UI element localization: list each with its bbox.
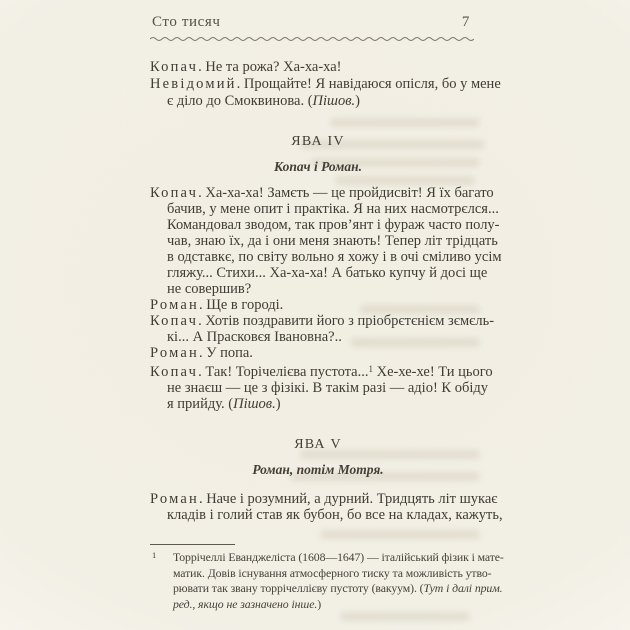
text-segment: є діло до Смоквинова. ( — [167, 93, 313, 109]
text-segment: У попа. — [206, 345, 253, 361]
dialogue-line — [150, 329, 486, 345]
dialogue-line: Копач. Ха-ха-ха! Замєть — це пройдисвіт! Я їх багато — [150, 185, 494, 201]
speaker-name: Копач — [150, 59, 199, 75]
scene-cast-v: Роман, потім Мотря. — [252, 462, 384, 477]
scene-heading-iv: ЯВА IV — [291, 134, 345, 149]
footnote-marker: 1 — [152, 550, 157, 560]
footnote — [150, 550, 504, 612]
dialogue-block — [150, 491, 503, 523]
text-segment: кладів і голий став як бубон, бо все на кладах, кажуть, — [167, 507, 503, 523]
dialogue-line — [150, 281, 486, 297]
speaker-name: Копач — [150, 313, 199, 329]
text-segment: кі... А Прасковєя Івановна?.. — [167, 329, 342, 345]
text-segment: я прийду. ( — [167, 396, 234, 412]
page-header — [150, 0, 486, 31]
speaker-name: Копач — [150, 364, 199, 380]
dialogue-line: Роман. Ще в городі. — [150, 297, 284, 313]
text-segment: Командовал зводом, так пров’янт і фураж часто полу- — [167, 217, 500, 233]
dialogue-line — [173, 565, 492, 582]
text-segment: Торрічеллі Еванджеліста (1608—1647) — італійський фізик і мате- — [173, 550, 504, 564]
dialogue-line: Роман. Наче і розумний, а дурний. Тридцять літ шукає — [150, 491, 498, 507]
dialogue-line — [173, 581, 503, 597]
page-number: 7 — [461, 14, 470, 30]
dialogue-line — [150, 217, 500, 233]
text-segment: не знаєш — це з фізікі. В такім разі — адіо! К обіду — [167, 380, 488, 396]
text-segment: рювати так звану торрічеллієву пустоту (вакуум). ( — [173, 581, 424, 595]
footnote-line — [152, 550, 504, 566]
text-segment: Тут і далі прим. — [423, 581, 503, 595]
text-segment: Прощайте! Я навідаюся опісля, бо у мене — [243, 76, 501, 92]
dialogue-line: Копач. Так! Торічелієва пустота...$^1$ Хе-хе-хе! Ти цього — [150, 364, 493, 380]
dialogue-line — [150, 93, 486, 110]
speaker-name: Невідомий — [150, 76, 237, 92]
text-segment: Пішов. — [312, 93, 356, 109]
text-segment: Наче і розумний, а дурний. Тридцять літ шукає — [206, 491, 498, 507]
dialogue-line — [150, 249, 502, 265]
scene-cast-iv: Копач і Роман. — [274, 159, 362, 174]
footnote-rule — [150, 544, 235, 545]
speaker-name: Роман — [150, 297, 199, 313]
text-segment: матик. Довів існування атмосферного тиску та можливість утво- — [173, 565, 492, 580]
dialogue-line: Невідомий. Прощайте! Я навідаюся опісля, бо у мене — [150, 76, 501, 92]
text-segment: ) — [317, 596, 322, 611]
dialogue-line — [150, 201, 499, 217]
scene-heading-v: ЯВА V — [294, 437, 342, 452]
header-wavy-rule — [150, 34, 474, 42]
text-segment: чав, знаю їх, да і они меня знають! Тепер літ трідцать — [167, 233, 498, 249]
text-segment: Пішов. — [233, 396, 276, 412]
text-segment: Хе-хе-хе! Ти цього — [373, 364, 493, 380]
speaker-name: Роман — [150, 491, 199, 507]
text-segment: Ще в городі. — [206, 297, 284, 313]
text-segment: 1 — [368, 364, 373, 374]
bleedthrough-smudge — [340, 612, 470, 621]
text-segment: ) — [355, 93, 361, 109]
dialogue-line — [173, 597, 486, 613]
text-segment: ред., якщо не зазначено інше. — [173, 596, 318, 611]
speaker-name: Копач — [150, 185, 199, 201]
dialogue-line: Копач. Хотів поздравити його з пріобрєтєнієм зємєль- — [150, 313, 495, 329]
text-segment: гляжу... Стихи... Ха-ха-ха! А батько купчу й досі ще — [167, 265, 488, 281]
text-segment: бачив, у мене опит і практіка. Я на них насмотрєлся... — [167, 201, 499, 217]
dialogue-line — [150, 507, 503, 523]
text-segment: Хотів поздравити його з пріобрєтєнієм зємєль- — [205, 313, 495, 329]
text-segment: ) — [275, 396, 281, 412]
dialogue-line — [150, 380, 486, 396]
text-segment: Не та рожа? Ха-ха-ха! — [205, 59, 342, 75]
text-segment: в одставкє, по світу вольно я хожу і в очі сміливо усім — [167, 249, 502, 265]
text-segment: Так! Торічелієва пустота... — [205, 364, 369, 380]
dialogue-line: Копач. Не та рожа? Ха-ха-ха! — [150, 59, 342, 75]
dialogue-line: Роман. У попа. — [150, 345, 253, 361]
text-segment: не совершив? — [167, 281, 252, 297]
dialogue-line — [150, 265, 486, 281]
dialogue-line — [150, 233, 498, 249]
text-segment: Ха-ха-ха! Замєть — це пройдисвіт! Я їх багато — [205, 185, 494, 201]
dialogue-line — [150, 396, 486, 412]
dialogue-block — [150, 59, 501, 110]
page-content — [150, 0, 504, 612]
running-title: Сто тисяч — [152, 14, 221, 30]
dialogue-block — [150, 185, 502, 412]
speaker-name: Роман — [150, 345, 199, 361]
